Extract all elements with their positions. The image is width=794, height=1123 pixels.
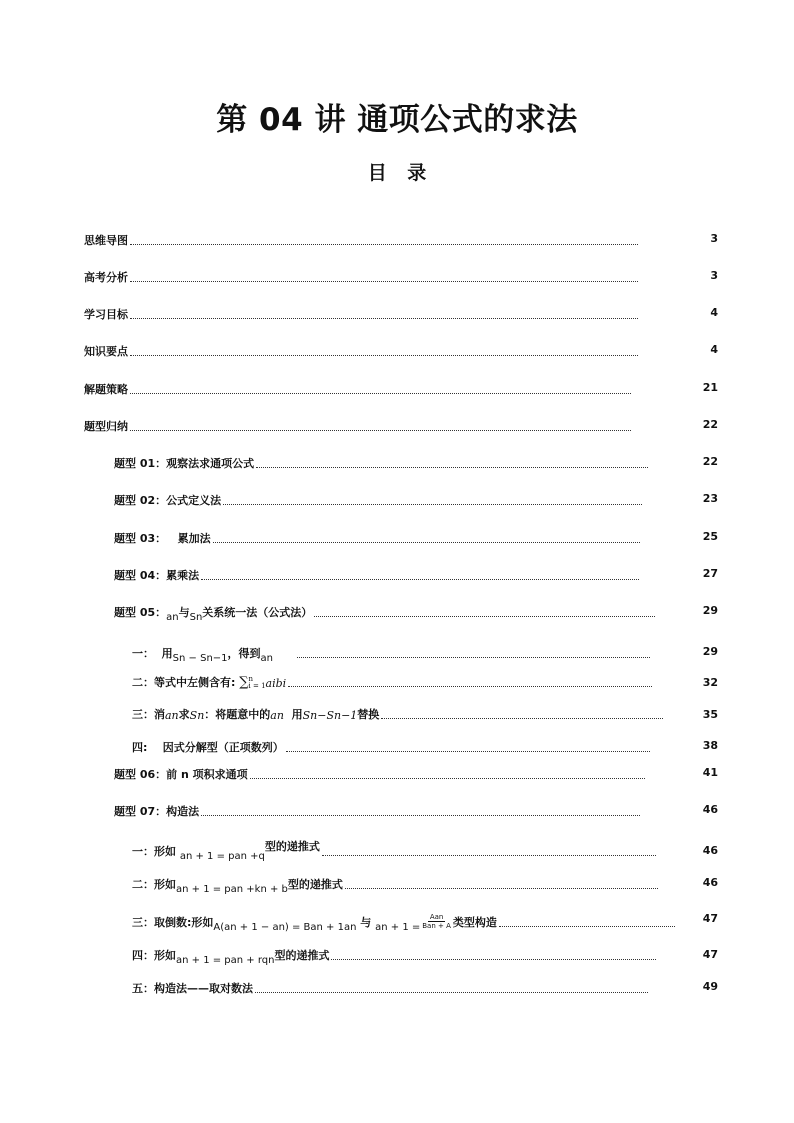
toc-entry[interactable]	[132, 874, 660, 895]
toc-page-number: 46	[702, 803, 718, 816]
toc-entry[interactable]	[84, 341, 640, 359]
toc-entry-label	[132, 947, 330, 966]
leader-dots	[213, 541, 640, 543]
toc-entry-label: 思维导图	[84, 234, 128, 247]
toc-entry-label: 题型 03： 累加法	[114, 532, 211, 545]
toc-entry-label	[114, 604, 313, 623]
toc-page-number: 22	[702, 455, 718, 468]
toc-page-number: 21	[702, 381, 718, 394]
toc-page-number: 46	[702, 844, 718, 857]
toc-page-number: 3	[710, 232, 718, 245]
math-recurrence: an + 1 = pan +q	[179, 851, 265, 862]
label-suffix: 类型构造	[452, 916, 497, 929]
label-mid3: 用	[283, 708, 303, 721]
label-mid2: ：将题意中的	[204, 708, 271, 721]
toc-entry-label: 题型 02：公式定义法	[114, 494, 222, 507]
leader-dots	[130, 429, 631, 431]
toc-page-number: 38	[702, 739, 718, 752]
toc-entry[interactable]	[132, 704, 665, 722]
label-mid: ，得到	[227, 647, 261, 660]
toc-entry[interactable]	[114, 764, 647, 782]
toc-entry[interactable]	[84, 416, 633, 434]
toc-entry-label: 知识要点	[84, 345, 128, 358]
toc-page-number: 41	[702, 766, 718, 779]
leader-dots	[314, 615, 655, 617]
toc-entry[interactable]	[132, 672, 654, 690]
math-a-n: an	[270, 709, 284, 722]
label-suffix: 替换	[357, 708, 380, 721]
label-prefix: 三：消	[132, 708, 165, 721]
toc-entry[interactable]	[84, 379, 633, 397]
toc-entry-label	[132, 674, 286, 690]
toc-entry[interactable]	[132, 945, 658, 966]
toc-entry-label	[132, 645, 273, 664]
toc-entry[interactable]	[84, 304, 640, 322]
toc-entry[interactable]	[114, 801, 642, 819]
leader-dots	[130, 280, 638, 282]
toc-page-number: 49	[702, 980, 718, 993]
toc-page-number: 29	[702, 645, 718, 658]
leader-dots	[201, 578, 639, 580]
leader-dots	[256, 466, 648, 468]
leader-dots	[499, 925, 675, 927]
toc-page-number: 23	[702, 492, 718, 505]
toc-page-number: 25	[702, 530, 718, 543]
leader-dots	[130, 317, 638, 319]
leader-dots	[201, 814, 640, 816]
toc-entry[interactable]	[114, 490, 644, 508]
toc-page-number: 46	[702, 876, 718, 889]
toc-entry[interactable]	[132, 978, 650, 996]
toc-entry-label: 题型 01：观察法求通项公式	[114, 457, 255, 470]
toc-entry[interactable]	[84, 230, 640, 248]
leader-dots	[250, 777, 645, 779]
leader-dots	[223, 503, 642, 505]
toc-entry-label: 题型 06：前 n 项积求通项	[114, 768, 248, 781]
leader-dots	[345, 887, 658, 889]
document-title: 第 04 讲 通项公式的求法	[216, 102, 578, 138]
math-s-n: Sn	[189, 612, 203, 623]
toc-entry-label	[132, 706, 379, 722]
label-prefix: 一： 用	[132, 647, 173, 660]
toc-entry-label: 题型 04：累乘法	[114, 569, 200, 582]
toc-page-number: 4	[710, 306, 718, 319]
toc-page-number: 29	[702, 604, 718, 617]
toc-entry-label: 题型 07：构造法	[114, 805, 200, 818]
math-recurrence: an + 1 =	[375, 922, 421, 933]
label-mid: 与	[178, 606, 190, 619]
toc-page-number: 47	[702, 912, 718, 925]
math-a-n: an	[166, 612, 179, 623]
toc-page-number: 4	[710, 343, 718, 356]
math-fraction: $\frac{\text{Aan}}{\text{Ban + A}}$	[422, 913, 451, 930]
math-aibi: aibi	[265, 677, 287, 690]
math-recurrence: an + 1 = pan + rqn	[176, 955, 275, 966]
math-sn-minus-sn1: Sn − Sn−1	[172, 653, 228, 664]
toc-entry[interactable]	[114, 565, 641, 583]
toc-entry-label	[132, 876, 343, 895]
math-a-n: an	[260, 653, 273, 664]
label-suffix: 型的递推式	[287, 878, 343, 891]
toc-entry-label: 解题策略	[84, 383, 128, 396]
leader-dots	[130, 243, 638, 245]
label-prefix: 二：等式中左侧含有:	[132, 676, 240, 689]
label-suffix: 型的递推式	[264, 840, 320, 853]
math-s-n: Sn	[189, 709, 205, 722]
math-sn-minus-sn1: Sn−Sn−1	[302, 709, 358, 722]
math-a-n: an	[165, 709, 179, 722]
toc-page-number: 32	[702, 676, 718, 689]
toc-page-number: 22	[702, 418, 718, 431]
toc-entry[interactable]	[114, 528, 642, 546]
toc-heading: 目 录	[367, 162, 427, 184]
math-sum: ∑ n i = 1	[239, 674, 266, 690]
leader-dots	[331, 958, 656, 960]
toc-entry[interactable]	[132, 737, 652, 755]
toc-entry-label	[132, 840, 320, 862]
toc-entry-label: 四: 因式分解型（正项数列）	[132, 741, 284, 754]
label-prefix: 三：取倒数:形如	[132, 916, 214, 929]
leader-dots	[286, 750, 650, 752]
leader-dots	[130, 354, 638, 356]
label-mid: 与	[356, 916, 376, 929]
label-suffix: 型的递推式	[274, 949, 330, 962]
leader-dots	[297, 656, 650, 658]
toc-page-number: 47	[702, 948, 718, 961]
toc-entry[interactable]	[132, 906, 677, 933]
leader-dots	[322, 854, 656, 856]
label-suffix: 关系统一法（公式法）	[202, 606, 313, 619]
toc-entry[interactable]	[132, 840, 658, 862]
toc-entry[interactable]	[114, 602, 657, 623]
label-prefix: 四：形如	[132, 949, 176, 962]
leader-dots	[381, 717, 663, 719]
toc-page-number: 3	[710, 269, 718, 282]
toc-page-number: 35	[702, 708, 718, 721]
toc-entry-label: 高考分析	[84, 271, 128, 284]
leader-dots	[130, 392, 631, 394]
math-recurrence: an + 1 = pan +kn + b	[176, 884, 288, 895]
leader-dots	[288, 685, 652, 687]
leader-dots	[255, 991, 648, 993]
toc-entry[interactable]	[114, 453, 650, 471]
toc-entry[interactable]	[84, 267, 640, 285]
label-prefix: 一：形如	[132, 845, 180, 858]
math-reciprocal-form: A(an + 1 − an) = Ban + 1an	[213, 922, 357, 933]
toc-entry-label	[132, 913, 497, 933]
toc-page-number: 27	[702, 567, 718, 580]
label-mid: 求	[178, 708, 190, 721]
label-prefix: 二：形如	[132, 878, 176, 891]
toc-entry-label: 五：构造法——取对数法	[132, 982, 253, 995]
toc-entry-label: 题型归纳	[84, 420, 128, 433]
toc-entry-label: 学习目标	[84, 308, 128, 321]
label-prefix: 题型 05：	[114, 606, 167, 619]
toc-entry[interactable]	[132, 643, 652, 664]
